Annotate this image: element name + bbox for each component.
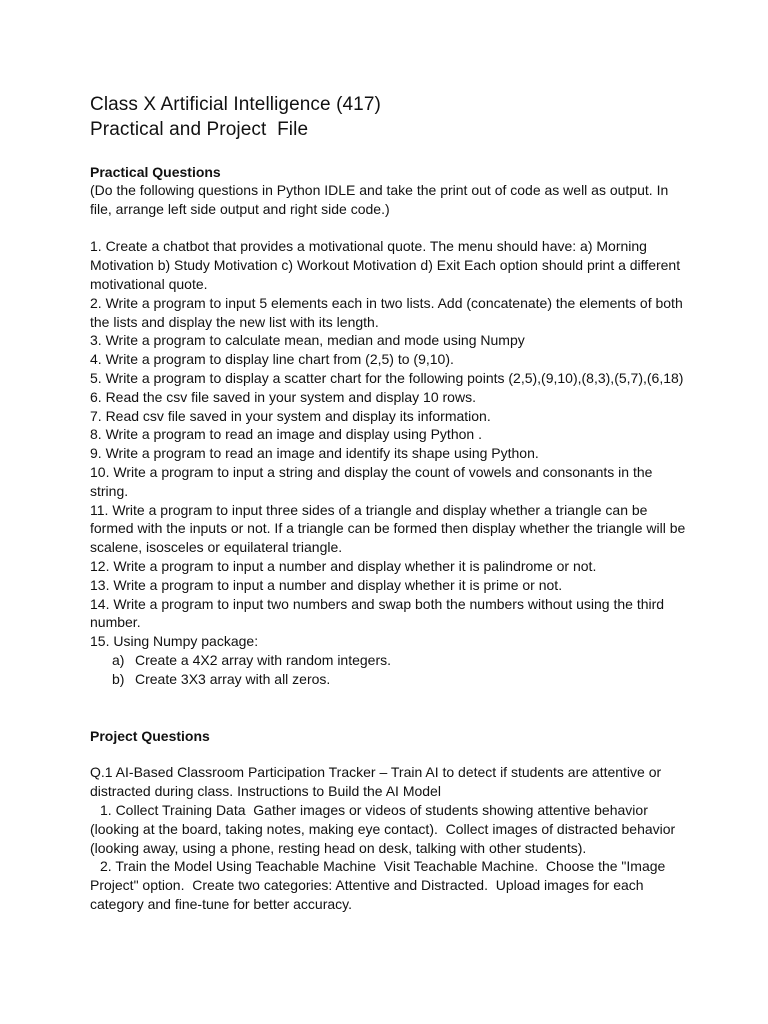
- practical-question: 9. Write a program to read an image and identify its shape using Python.: [90, 445, 539, 462]
- document-title-line2: Practical and Project File: [90, 119, 309, 140]
- practical-question: 12. Write a program to input a number and display whether it is palindrome or not.: [90, 557, 597, 574]
- practical-question: 15. Using Numpy package:: [90, 633, 259, 650]
- sub-item-text: Create 3X3 array with all zeros.: [135, 670, 331, 687]
- practical-question: 14. Write a program to input two numbers and swap both the numbers without using the third number.: [90, 595, 668, 631]
- project-step-2-text: 2. Train the Model Using Teachable Machine Visit Teachable Machine. Choose the "Image Project" option. Create two categories: Attentive and Distracted. Upload images for each category and fine-tune for better accuracy.: [90, 858, 670, 912]
- practical-question: 8. Write a program to read an image and display using Python .: [90, 426, 482, 443]
- practical-question: 13. Write a program to input a number and display whether it is prime or not.: [90, 576, 563, 593]
- practical-question: 7. Read csv file saved in your system and display its information.: [90, 407, 491, 424]
- practical-question: 10. Write a program to input a string and display the count of vowels and consonants in the string.: [90, 463, 657, 499]
- practical-question: 5. Write a program to display a scatter chart for the following points (2,5),(9,10),(8,3),(5,7),(6,18): [90, 369, 684, 386]
- project-step-1: [90, 801, 688, 857]
- practical-question: 4. Write a program to display line chart from (2,5) to (9,10).: [90, 351, 454, 368]
- numpy-sub-item: [90, 670, 688, 689]
- sub-item-marker: a): [112, 651, 125, 668]
- document-title-line1: Class X Artificial Intelligence (417): [90, 94, 381, 115]
- practical-question-list: [90, 237, 688, 688]
- project-step-1-text: 1. Collect Training Data Gather images or videos of students showing attentive behavior (looking at the board, taking notes, making eye contact). Collect images of distracted behavior (looking away, using a phone, resting head on desk, talking with other students).: [90, 801, 680, 856]
- practical-instruction: (Do the following questions in Python IDLE and take the print out of code as well as output. In file, arrange left side output and right side code.): [90, 182, 673, 217]
- project-questions-heading: Project Questions: [90, 727, 210, 744]
- practical-questions-heading: Practical Questions: [90, 164, 221, 180]
- practical-question: 2. Write a program to input 5 elements each in two lists. Add (concatenate) the elements of both the lists and display the new list with its length.: [90, 294, 687, 330]
- spacer: [90, 745, 688, 764]
- spacer: [90, 219, 688, 238]
- practical-question: 6. Read the csv file saved in your system and display 10 rows.: [90, 388, 476, 405]
- practical-question: 3. Write a program to calculate mean, median and mode using Numpy: [90, 332, 525, 349]
- practical-question: 11. Write a program to input three sides of a triangle and display whether a triangle can be formed with the inputs or not. If a triangle can be formed then display whether the triangle will be scalene, isosceles or equilateral triangle.: [90, 501, 690, 556]
- sub-item-text: Create a 4X2 array with random integers.: [135, 651, 392, 668]
- sub-item-marker: b): [112, 670, 125, 687]
- numpy-sub-item: [90, 651, 688, 670]
- spacer: [90, 689, 688, 727]
- project-question-1: Q.1 AI-Based Classroom Participation Tracker – Train AI to detect if students are attentive or distracted during class. Instructions to Build the AI Model: [90, 764, 666, 800]
- spacer: [90, 142, 688, 163]
- practical-question: 1. Create a chatbot that provides a motivational quote. The menu should have: a) Morning Motivation b) Study Motivation c) Workout Motivation d) Exit Each option should print a different motivational quote.: [90, 238, 684, 292]
- project-step-2: [90, 857, 688, 913]
